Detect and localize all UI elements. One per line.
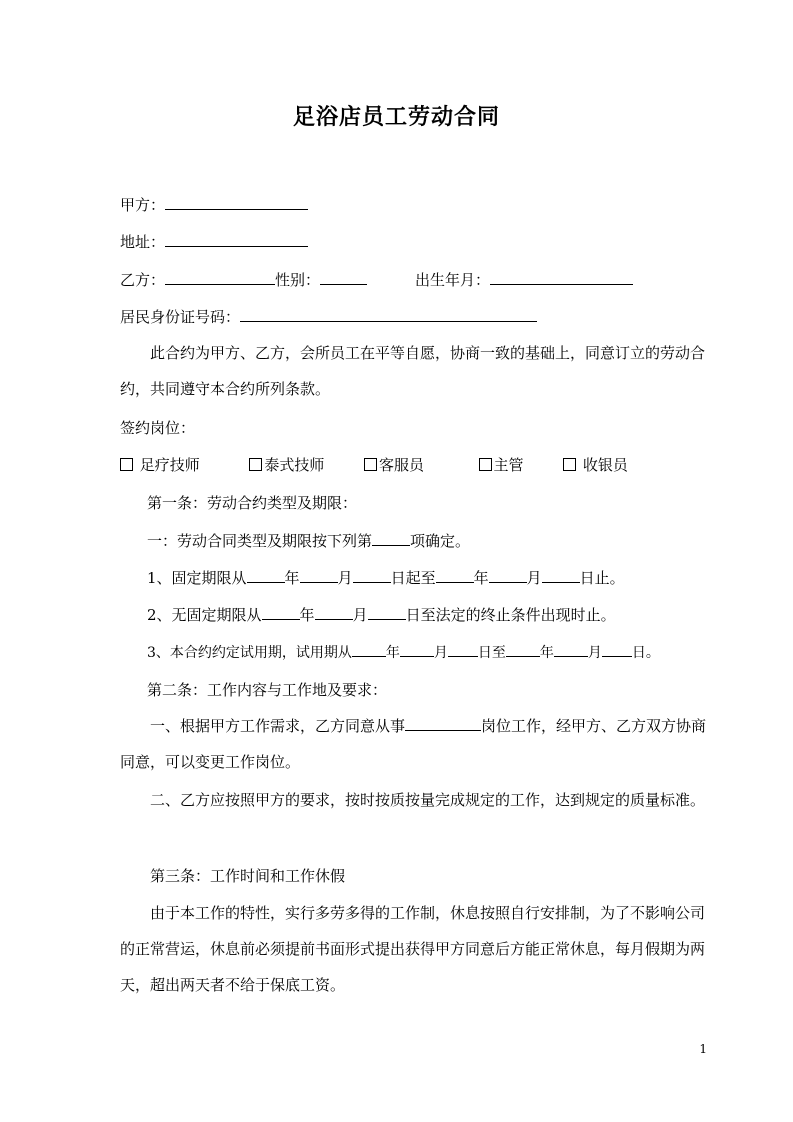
address-label: 地址： [120,233,166,251]
page-number: 1 [699,1042,707,1056]
checkbox-icon [364,458,377,471]
party-b-row [120,270,633,290]
birth-label: 出生年月： [415,271,491,289]
date-blank[interactable] [300,568,338,583]
date-blank[interactable] [262,605,300,620]
address-blank[interactable] [165,232,308,247]
address-row [120,232,308,252]
intro-paragraph: 此合约为甲方、乙方，会所员工在平等自愿，协商一致的基础上，同意订立的劳动合约，共同遵守本合约所列条款。 [120,344,706,398]
date-blank[interactable] [489,568,527,583]
id-number-blank[interactable] [240,307,537,322]
clause-blank[interactable] [372,531,410,546]
party-a-row [120,195,308,215]
date-blank[interactable] [506,642,540,657]
date-blank[interactable] [542,568,580,583]
date-blank[interactable] [554,642,588,657]
positions-row [120,455,628,475]
date-blank[interactable] [247,568,285,583]
article-2-title: 第二条：工作内容与工作地及要求： [147,681,388,699]
page-title: 足浴店员工劳动合同 [292,104,500,130]
party-a-label: 甲方： [120,196,166,214]
date-blank[interactable] [353,568,391,583]
date-blank[interactable] [400,642,434,657]
article-1-line-3: 2、无固定期限从 年 月 日至法定的终止条件出现时止。 [147,606,616,624]
checkbox-icon [120,458,133,471]
party-a-blank[interactable] [165,195,308,210]
party-b-blank[interactable] [165,270,275,285]
id-number-label: 居民身份证号码： [120,308,241,326]
position-option[interactable]: 足疗技师 [120,456,200,474]
position-option[interactable]: 收银员 [563,456,628,474]
article-2-paragraph-2: 二、乙方应按照甲方的要求，按时按质按量完成规定的工作，达到规定的质量标准。 [150,791,706,809]
id-number-row [120,307,537,327]
party-b-label: 乙方： [120,271,166,289]
article-1-line-4: 3、本合约约定试用期，试用期从 年 月 日至 年 月 日。 [147,642,660,663]
gender-blank[interactable] [320,270,367,285]
checkbox-icon [563,458,576,471]
checkbox-icon [249,458,262,471]
article-1-line-2: 1、固定期限从 年 月 日起至 年 月 日止。 [147,569,625,587]
article-3-paragraph-1: 由于本工作的特性，实行多劳多得的工作制，休息按照自行安排制，为了不影响公司的正常营运，休息前必须提前书面形式提出获得甲方同意后方能正常休息，每月假期为两天，超出两天者不给于保底工资。 [120,904,706,994]
date-blank[interactable] [436,568,474,583]
birth-blank[interactable] [490,270,633,285]
date-blank[interactable] [315,605,353,620]
date-blank[interactable] [352,642,386,657]
article-1-title: 第一条：劳动合约类型及期限： [147,494,358,512]
checkbox-icon [479,458,492,471]
date-blank[interactable] [602,642,632,657]
position-option[interactable]: 主管 [479,456,524,474]
article-2-paragraph-1: 一、根据甲方工作需求，乙方同意从事 岗位工作，经甲方、乙方双方协商同意，可以变更工作岗位。 [120,717,707,771]
article-1-line-1: 一：劳动合同类型及期限按下列第 项确定。 [147,532,471,550]
date-blank[interactable] [368,605,406,620]
job-position-blank[interactable] [405,716,481,731]
positions-label: 签约岗位： [120,419,196,437]
position-option[interactable]: 泰式技师 [249,456,324,474]
article-3-title: 第三条：工作时间和工作休假 [150,867,346,885]
position-option[interactable]: 客服员 [364,456,424,474]
gender-label: 性别： [275,271,321,289]
date-blank[interactable] [448,642,478,657]
